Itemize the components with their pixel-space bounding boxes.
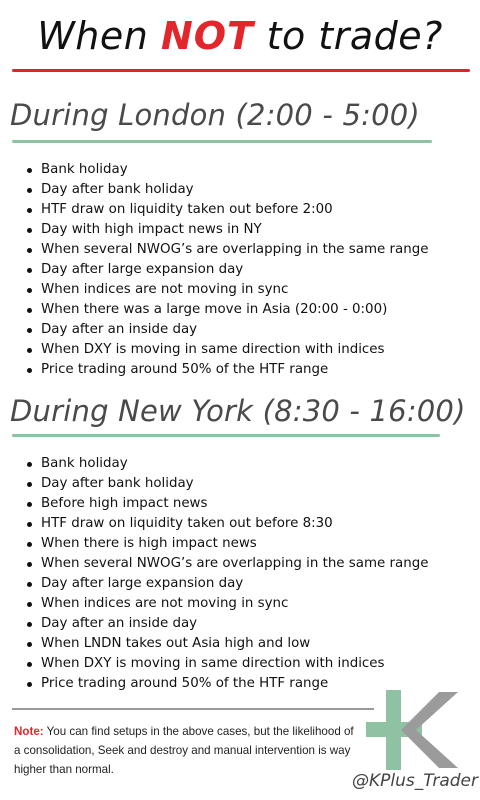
list-item: Day after an inside day <box>24 320 428 340</box>
newyork-list <box>24 454 428 694</box>
title-prefix: When <box>37 14 149 58</box>
list-item: When several NWOG’s are overlapping in the same range <box>24 554 428 574</box>
list-item: When indices are not moving in sync <box>24 280 428 300</box>
title-suffix: to trade? <box>266 14 443 58</box>
list-item: Day after large expansion day <box>24 260 428 280</box>
list-item: HTF draw on liquidity taken out before 8:30 <box>24 514 428 534</box>
list-item: Day after an inside day <box>24 614 428 634</box>
author-handle: @KPlus_Trader <box>352 771 478 791</box>
london-heading: During London (2:00 - 5:00) <box>10 98 420 132</box>
list-item: When DXY is moving in same direction with indices <box>24 654 428 674</box>
page-title <box>0 14 480 58</box>
list-item: When there was a large move in Asia (20:00 - 0:00) <box>24 300 428 320</box>
note-text: You can find setups in the above cases, but the likelihood of a consolidation, Seek and destroy and manual intervention is way higher than normal. <box>14 725 354 776</box>
list-item: HTF draw on liquidity taken out before 2:00 <box>24 200 428 220</box>
list-item: Before high impact news <box>24 494 428 514</box>
note <box>14 722 359 779</box>
list-item: Bank holiday <box>24 454 428 474</box>
list-item: Day after large expansion day <box>24 574 428 594</box>
london-underline <box>12 140 432 143</box>
kplus-logo-icon <box>366 690 476 776</box>
list-item: Bank holiday <box>24 160 428 180</box>
london-list <box>24 160 428 380</box>
list-item: When DXY is moving in same direction with indices <box>24 340 428 360</box>
list-item: When there is high impact news <box>24 534 428 554</box>
list-item: When several NWOG’s are overlapping in the same range <box>24 240 428 260</box>
list-item: Day with high impact news in NY <box>24 220 428 240</box>
list-item: When LNDN takes out Asia high and low <box>24 634 428 654</box>
list-item: Price trading around 50% of the HTF range <box>24 674 428 694</box>
newyork-heading: During New York (8:30 - 16:00) <box>10 394 466 428</box>
note-label: Note: <box>14 725 44 738</box>
list-item: Price trading around 50% of the HTF range <box>24 360 428 380</box>
title-underline <box>12 69 470 72</box>
newyork-underline <box>12 434 440 437</box>
list-item: When indices are not moving in sync <box>24 594 428 614</box>
list-item: Day after bank holiday <box>24 180 428 200</box>
title-highlight: NOT <box>160 14 254 58</box>
note-divider <box>12 708 374 710</box>
list-item: Day after bank holiday <box>24 474 428 494</box>
